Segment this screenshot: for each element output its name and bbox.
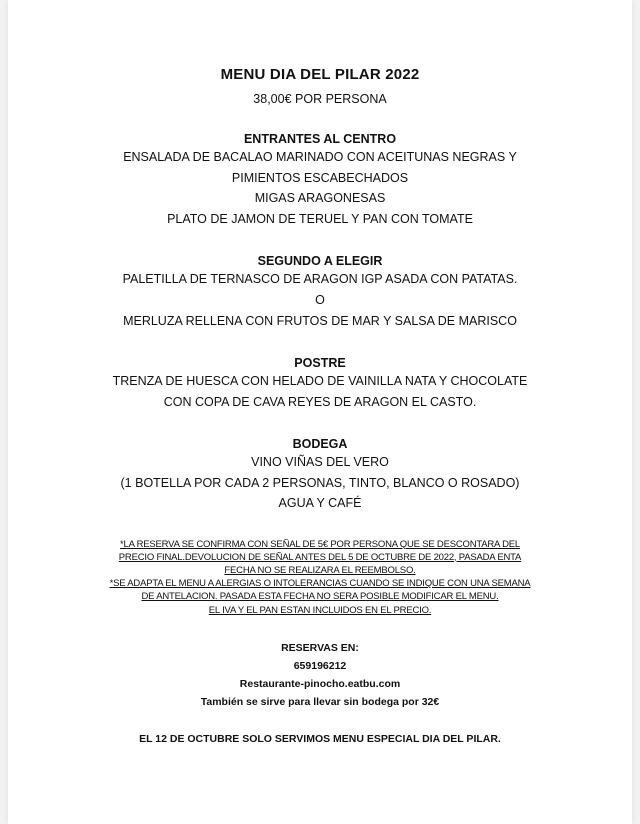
note-line: *LA RESERVA SE CONFIRMA CON SEÑAL DE 5€ POR PERSONA QUE SE DESCONTARA DEL: [119, 538, 520, 550]
dish-item: ENSALADA DE BACALAO MARINADO CON ACEITUNAS NEGRAS Y: [123, 150, 517, 164]
dish-item: TRENZA DE HUESCA CON HELADO DE VAINILLA NATA Y CHOCOLATE: [112, 374, 528, 388]
section-heading: ENTRANTES AL CENTRO: [243, 132, 397, 146]
dish-item: MIGAS ARAGONESAS: [254, 191, 386, 205]
reservations-label: RESERVAS EN:: [281, 641, 359, 654]
note-line: EL IVA Y EL PAN ESTAN INCLUIDOS EN EL PRECIO.: [208, 604, 432, 616]
takeaway-note: También se sirve para llevar sin bodega por 32€: [200, 695, 440, 708]
menu-price: 38,00€ POR PERSONA: [253, 92, 387, 106]
note-line: PRECIO FINAL.DEVOLUCION DE SEÑAL ANTES DEL 5 DE OCTUBRE DE 2022, PASADA ENTA: [118, 551, 522, 563]
reservations-block: [8, 639, 632, 711]
note-line: *SE ADAPTA EL MENU A ALERGIAS O INTOLERANCIAS CUANDO SE INDIQUE CON UNA SEMANA: [109, 578, 531, 590]
dish-item: VINO VIÑAS DEL VERO: [251, 455, 389, 469]
dish-item: PALETILLA DE TERNASCO DE ARAGON IGP ASADA CON PATATAS.: [122, 272, 518, 286]
dish-item: PLATO DE JAMON DE TERUEL Y PAN CON TOMATE: [167, 211, 473, 226]
or-separator: O: [315, 292, 325, 307]
menu-content: [8, 66, 632, 746]
section-bodega: [8, 436, 632, 514]
dish-item: MERLUZA RELLENA CON FRUTOS DE MAR Y SALSA DE MARISCO: [123, 313, 517, 328]
menu-title: MENU DIA DEL PILAR 2022: [220, 66, 420, 83]
section-postre: [8, 355, 632, 412]
menu-page: [8, 0, 632, 824]
note-line: DE ANTELACION. PASADA ESTA FECHA NO SERA POSIBLE MODIFICAR EL MENU.: [141, 591, 499, 603]
dish-item: PIMIENTOS ESCABECHADOS: [231, 170, 409, 185]
dish-item: AGUA Y CAFÉ: [278, 496, 362, 510]
section-entrantes: [8, 131, 632, 229]
dish-item: CON COPA DE CAVA REYES DE ARAGON EL CASTO.: [163, 394, 477, 409]
section-heading: BODEGA: [292, 437, 348, 451]
reservations-website: Restaurante-pinocho.eatbu.com: [239, 677, 401, 690]
final-note: EL 12 DE OCTUBRE SOLO SERVIMOS MENU ESPECIAL DIA DEL PILAR.: [139, 732, 501, 745]
reservations-phone: 659196212: [293, 659, 347, 672]
dish-item: (1 BOTELLA POR CADA 2 PERSONAS, TINTO, BLANCO O ROSADO): [120, 475, 520, 490]
section-heading: SEGUNDO A ELEGIR: [257, 254, 383, 268]
section-heading: POSTRE: [294, 356, 346, 370]
section-segundo: [8, 253, 632, 331]
note-line: FECHA NO SE REALIZARA EL REEMBOLSO.: [224, 564, 416, 576]
terms-notes: [8, 538, 632, 617]
